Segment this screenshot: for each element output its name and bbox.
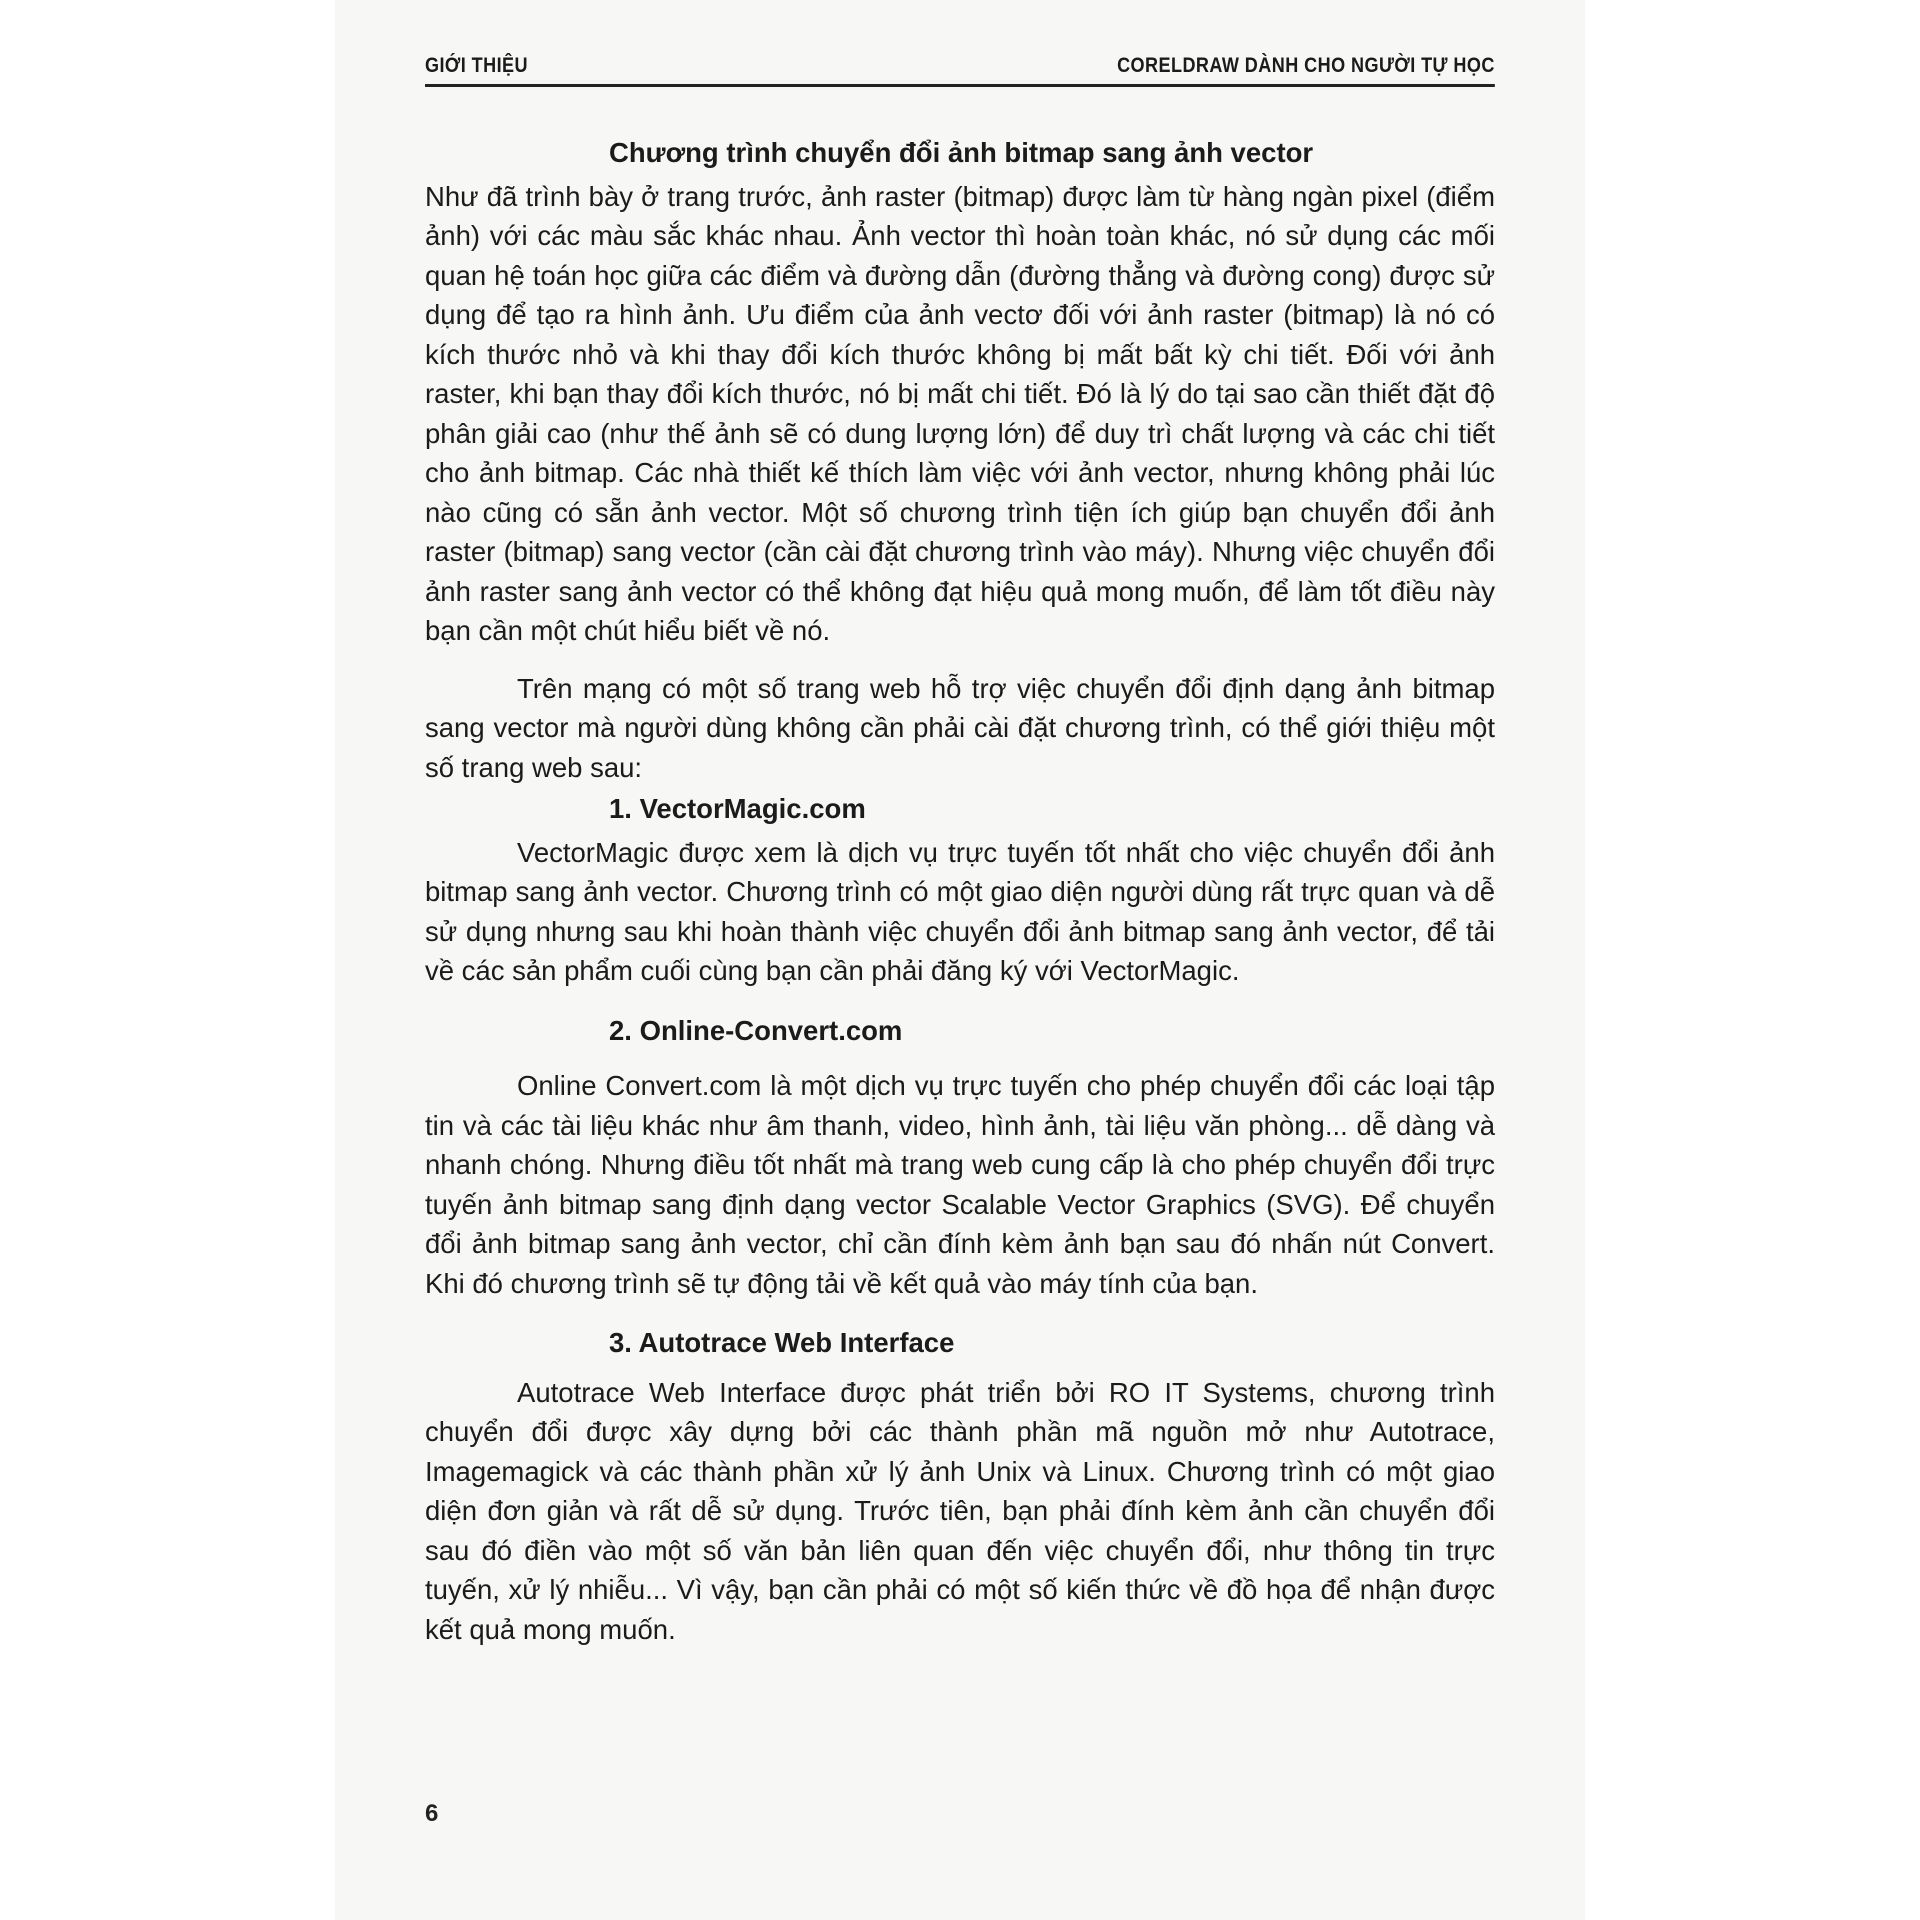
running-head-left: GIỚI THIỆU [425, 54, 528, 77]
site-text-vectormagic: VectorMagic được xem là dịch vụ trực tuyến tốt nhất cho việc chuyển đổi ảnh bitmap sang ảnh vector. Chương trình có một giao diện người dùng rất trực quan và dễ sử dụng nhưng sau khi hoàn thành việc chuyển đổi ảnh bitmap sang ảnh vector, để tải về các sản phẩm cuối cùng bạn cần phải đăng ký với VectorMagic. [425, 836, 1495, 986]
running-head [425, 48, 1495, 87]
site-heading-vectormagic: 1. VectorMagic.com [609, 793, 866, 824]
site-heading-online-convert: 2. Online-Convert.com [609, 1014, 903, 1046]
site-text-online-convert: Online Convert.com là một dịch vụ trực tuyến cho phép chuyển đổi các loại tập tin và các tài liệu khác như âm thanh, video, hình ảnh, tài liệu văn phòng... dễ dàng và nhanh chóng. Nhưng điều tốt nhất mà trang web cung cấp là cho phép chuyển đổi trực tuyến ảnh bitmap sang định dạng vector Scalable Vector Graphics (SVG). Để chuyển đổi ảnh bitmap sang ảnh vector, chỉ cần đính kèm ảnh bạn sau đó nhấn nút Convert. Khi đó chương trình sẽ tự động tải về kết quả vào máy tính của bạn. [425, 1070, 1495, 1299]
running-head-right: CORELDRAW DÀNH CHO NGƯỜI TỰ HỌC [1117, 54, 1495, 77]
site-text-autotrace: Autotrace Web Interface được phát triển bởi RO IT Systems, chương trình chuyển đổi được xây dựng bởi các thành phần mã nguồn mở như Autotrace, Imagemagick và các thành phần xử lý ảnh Unix và Linux. Chương trình có một giao diện đơn giản và rất dễ sử dụng. Trước tiên, bạn phải đính kèm ảnh cần chuyển đổi sau đó điền vào một số văn bản liên quan đến việc chuyển đổi, như thông tin trực tuyến, xử lý nhiễu... Vì vậy, bạn cần phải có một số kiến thức về đồ họa để nhận được kết quả mong muốn. [425, 1376, 1495, 1645]
page-content [425, 48, 1495, 1649]
site-heading-autotrace: 3. Autotrace Web Interface [609, 1327, 955, 1358]
page-number: 6 [425, 1800, 439, 1827]
body-text [425, 133, 1495, 1649]
section-title: Chương trình chuyển đổi ảnh bitmap sang ảnh vector [609, 137, 1314, 168]
web-intro-paragraph: Trên mạng có một số trang web hỗ trợ việc chuyển đổi định dạng ảnh bitmap sang vector mà người dùng không cần phải cài đặt chương trình, có thể giới thiệu một số trang web sau: [425, 672, 1495, 783]
intro-paragraph: Như đã trình bày ở trang trước, ảnh raster (bitmap) được làm từ hàng ngàn pixel (điểm ảnh) với các màu sắc khác nhau. Ảnh vector thì hoàn toàn khác, nó sử dụng các mối quan hệ toán học giữa các điểm và đường dẫn (đường thẳng và đường cong) được sử dụng để tạo ra hình ảnh. Ưu điểm của ảnh vectơ đối với ảnh raster (bitmap) là nó có kích thước nhỏ và khi thay đổi kích thước không bị mất bất kỳ chi tiết. Đối với ảnh raster, khi bạn thay đổi kích thước, nó bị mất chi tiết. Đó là lý do tại sao cần thiết đặt độ phân giải cao (như thế ảnh sẽ có dung lượng lớn) để duy trì chất lượng và các chi tiết cho ảnh bitmap. Các nhà thiết kế thích làm việc với ảnh vector, nhưng không phải lúc nào cũng có sẵn ảnh vector. Một số chương trình tiện ích giúp bạn chuyển đổi ảnh raster (bitmap) sang vector (cần cài đặt chương trình vào máy). Nhưng việc chuyển đổi ảnh raster sang ảnh vector có thể không đạt hiệu quả mong muốn, để làm tốt điều này bạn cần một chút hiểu biết về nó. [425, 180, 1495, 646]
